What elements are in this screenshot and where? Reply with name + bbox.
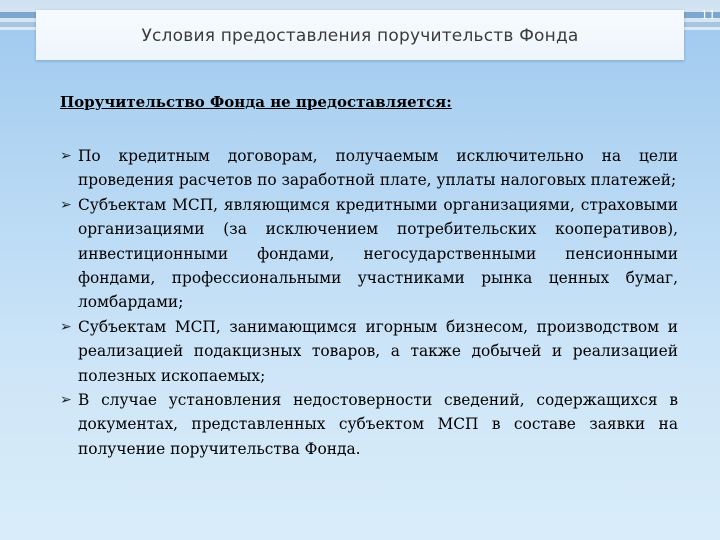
page-number: 11 bbox=[700, 8, 716, 22]
list-item bbox=[60, 193, 678, 315]
list-item-text: Субъектам МСП, являющимся кредитными организациями, страховыми организациями (за исключением потребительских кооперативов), инвестиционными фондами, негосударственными пенсионными фондами, профессиональными участниками рынка ценных бумаг, ломбардами; bbox=[78, 195, 678, 312]
arrow-bullet-icon: ➢ bbox=[60, 392, 72, 409]
list-item bbox=[60, 144, 678, 193]
list-item-text: В случае установления недостоверности сведений, содержащихся в документах, представленных субъектом МСП в составе заявки на получение поручительства Фонда. bbox=[78, 391, 678, 458]
list-item bbox=[60, 315, 678, 388]
conditions-list bbox=[60, 144, 678, 461]
title-box bbox=[36, 10, 684, 60]
list-item bbox=[60, 388, 678, 461]
section-heading: Поручительство Фонда не предоставляется: bbox=[60, 93, 452, 111]
list-item-text: Субъектам МСП, занимающимся игорным бизнесом, производством и реализацией подакцизных товаров, а также добычей и реализацией полезных ископаемых; bbox=[78, 317, 678, 385]
arrow-bullet-icon: ➢ bbox=[60, 196, 72, 213]
list-item-text: По кредитным договорам, получаемым исключительно на цели проведения расчетов по заработной плате, уплаты налоговых платежей; bbox=[78, 147, 678, 190]
arrow-bullet-icon: ➢ bbox=[60, 148, 72, 164]
arrow-bullet-icon: ➢ bbox=[60, 318, 72, 335]
right-decoration-band-lower bbox=[684, 22, 720, 27]
slide-title: Условия предоставления поручительств Фонда bbox=[141, 26, 579, 46]
